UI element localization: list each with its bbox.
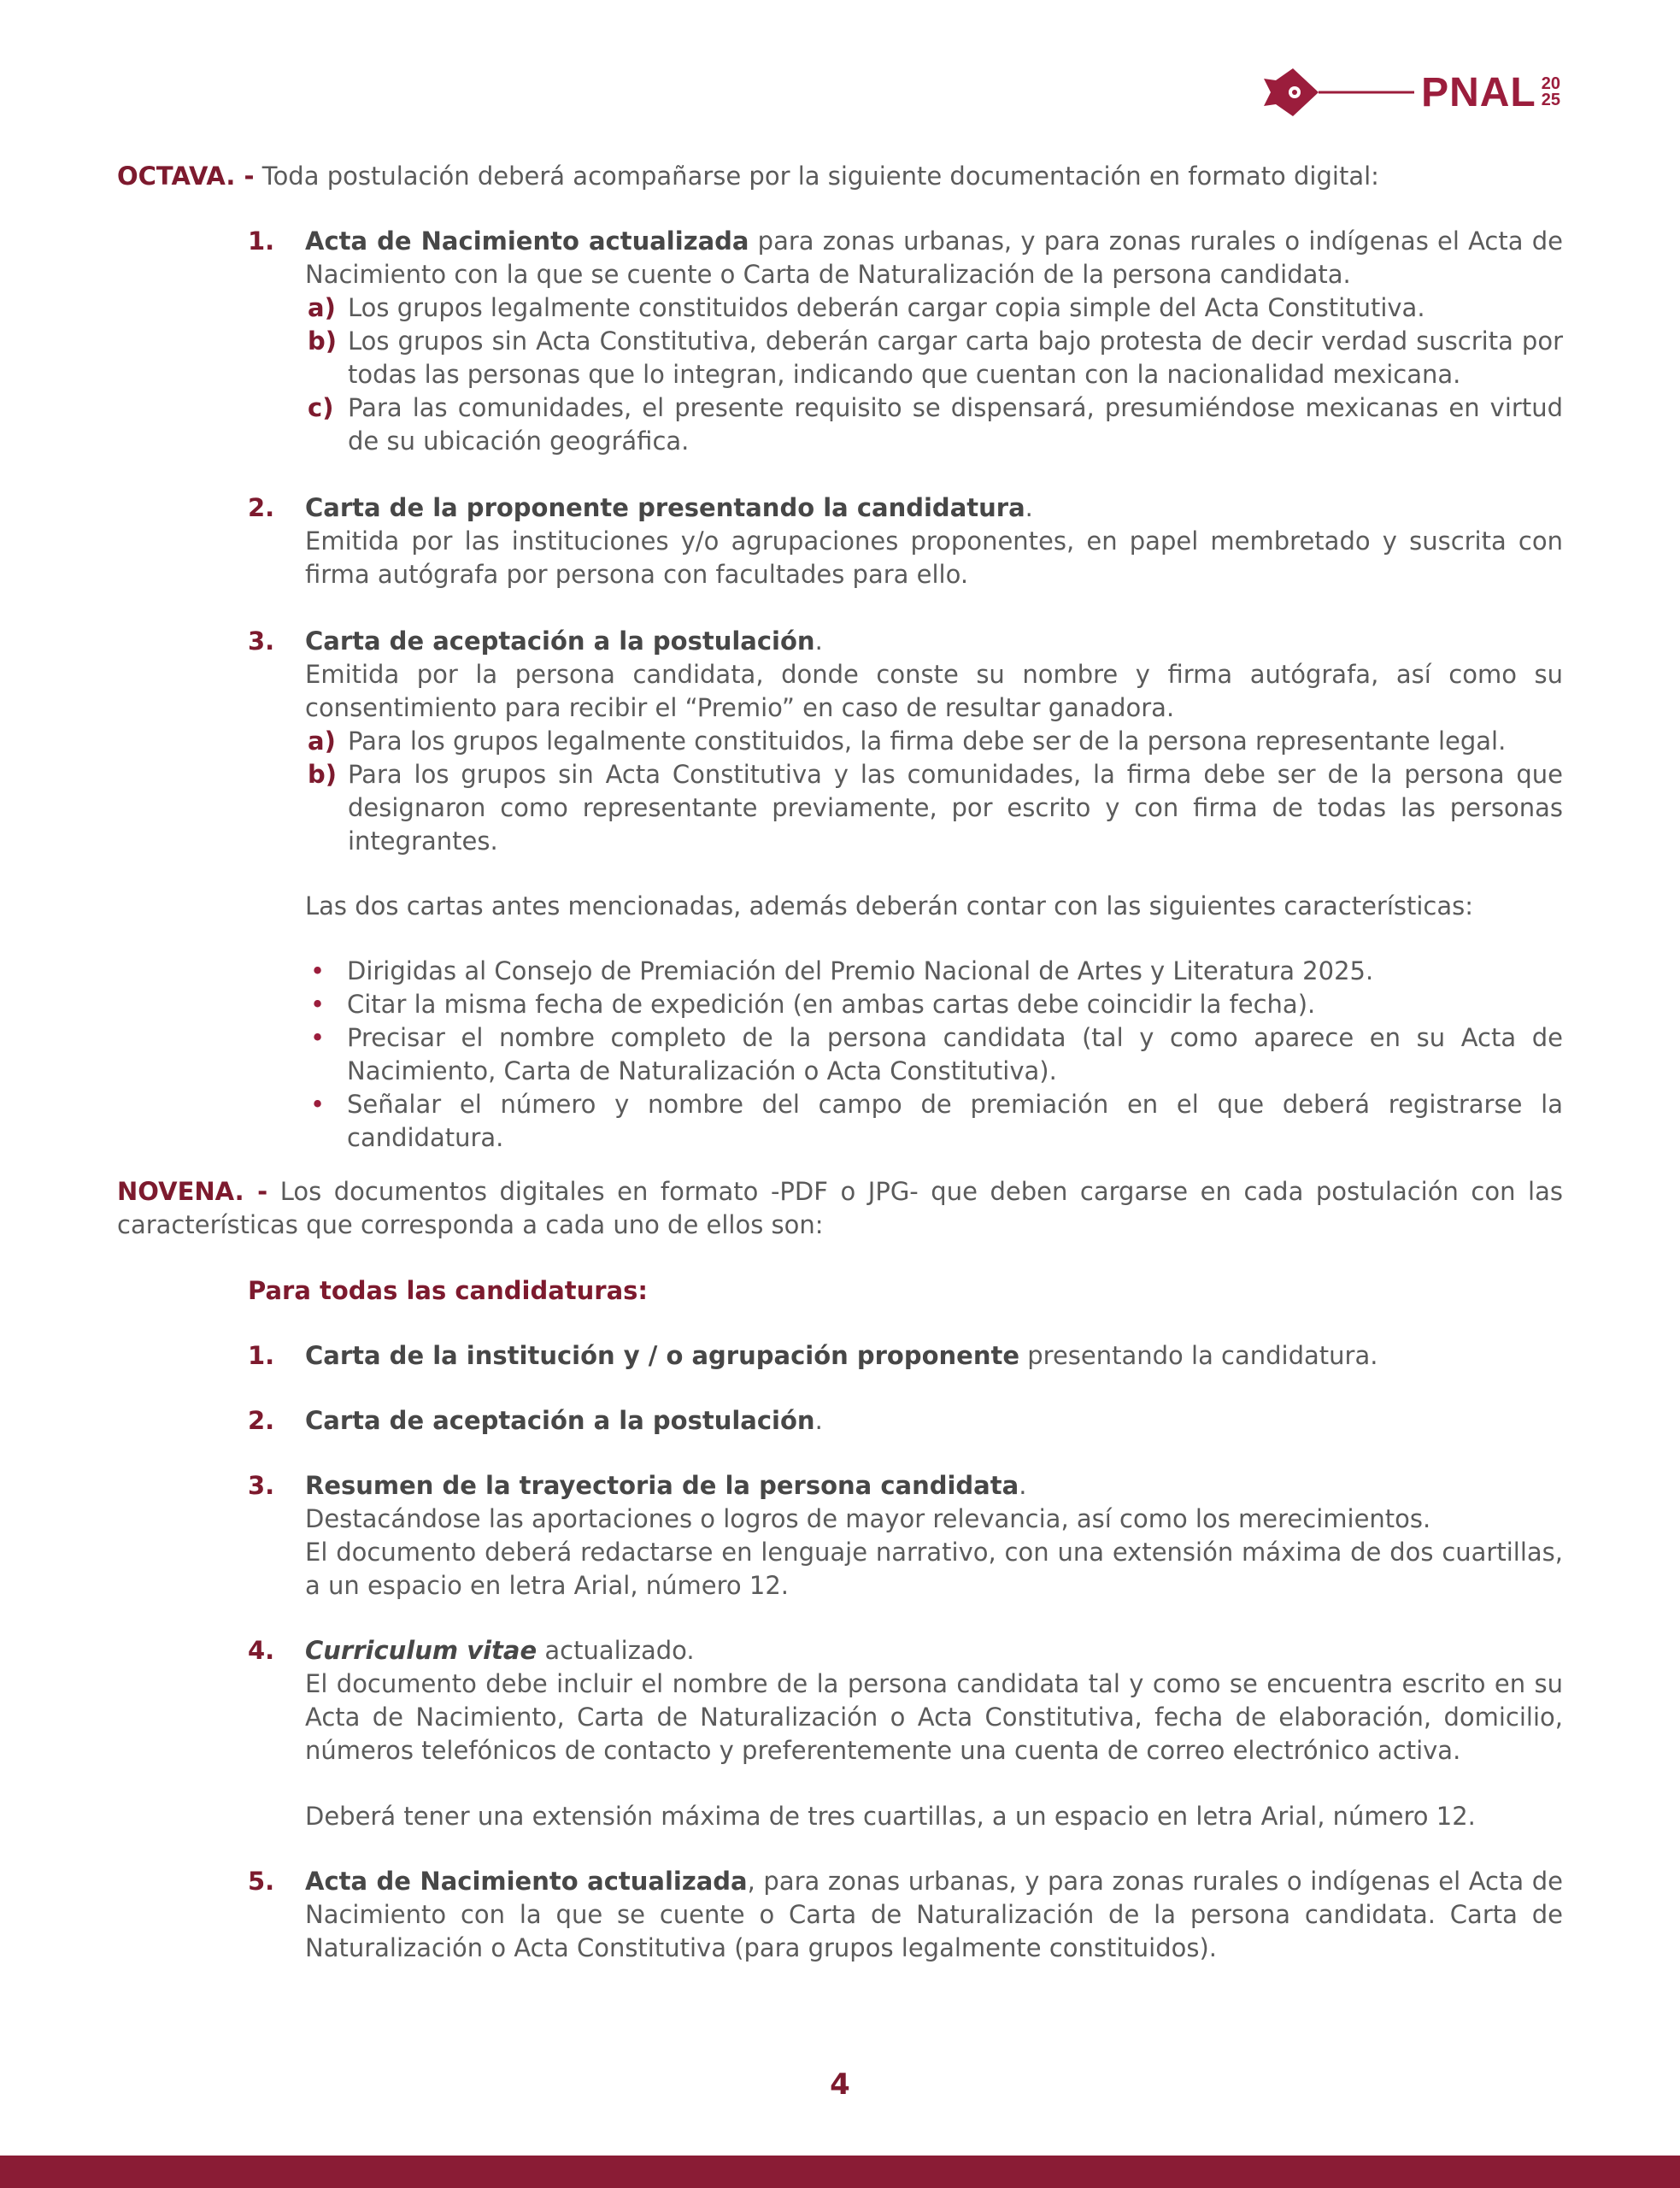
list-item: 3. Carta de aceptación a la postulación. Emitida por la persona candidata, donde conste su nombre y firma autógrafa, así como su consentimiento para recibir el “Premio” en caso de resultar ganadora. a) Para los grupos legalmente constituidos, la firma debe ser de la persona representante legal. b) Para los grupos sin Acta Constitutiva y las comunidades, la firma debe ser de la persona que designaron como representante previamente, por escrito y con firma de todas las personas integrantes.: [117, 625, 1563, 858]
document-body: [117, 160, 1563, 1965]
bullet-item: • Dirigidas al Consejo de Premiación del Premio Nacional de Artes y Literatura 2025.: [310, 956, 1374, 985]
list-item: 1. Acta de Nacimiento actualizada para zonas urbanas, y para zonas rurales o indígenas el Acta de Nacimiento con la que se cuente o Carta de Naturalización de la persona candidata. a) Los grupos legalmente constituidos deberán cargar copia simple del Acta Constitutiva. b) Los grupos sin Acta Constitutiva, deberán cargar carta bajo protesta de decir verdad suscrita por todas las personas que lo integran, indicando que cuentan con la nacionalidad mexicana. c) Para las comunidades, el presente requisito se dispensará, presumiéndose mexicanas en virtud de su ubicación geográfica.: [117, 225, 1563, 458]
logo-year: 20 25: [1541, 74, 1560, 109]
octava-clause: OCTAVA. - Toda postulación deberá acompañarse por la siguiente documentación en formato digital:: [117, 162, 1379, 191]
pen-nib-icon: [1262, 67, 1416, 118]
sub-item: c) Para las comunidades, el presente requisito se dispensará, presumiéndose mexicanas en virtud de su ubicación geográfica.: [308, 393, 1563, 456]
section-subheading: Para todas las candidaturas:: [248, 1276, 649, 1305]
bullet-item: • Precisar el nombre completo de la persona candidata (tal y como aparece en su Acta de Nacimiento, Carta de Naturalización o Acta Constitutiva).: [310, 1023, 1563, 1085]
octava-list: [117, 225, 1563, 858]
page-number: 4: [830, 2067, 850, 2102]
sub-item: a) Los grupos legalmente constituidos deberán cargar copia simple del Acta Constitutiva.: [308, 293, 1425, 322]
pnal-logo: [1262, 67, 1560, 118]
bullet-item: • Señalar el número y nombre del campo de premiación en el que deberá registrarse la candidatura.: [310, 1090, 1563, 1152]
bullet-item: • Citar la misma fecha de expedición (en ambas cartas debe coincidir la fecha).: [310, 990, 1316, 1019]
cartas-intro: Las dos cartas antes mencionadas, además deberán contar con las siguientes características:: [305, 891, 1474, 920]
sub-item: b) Los grupos sin Acta Constitutiva, deberán cargar carta bajo protesta de decir verdad suscrita por todas las personas que lo integran, indicando que cuentan con la nacionalidad mexicana.: [308, 326, 1563, 389]
sub-item: b) Para los grupos sin Acta Constitutiva y las comunidades, la firma debe ser de la persona que designaron como representante previamente, por escrito y con firma de todas las personas integrantes.: [308, 760, 1563, 856]
list-item: 5. Acta de Nacimiento actualizada, para zonas urbanas, y para zonas rurales o indígenas el Acta de Nacimiento con la que se cuente o Carta de Naturalización de la persona candidata. Carta de Naturalización o Acta Constitutiva (para grupos legalmente constituidos).: [248, 1867, 1563, 1962]
logo-text: PNAL: [1421, 69, 1536, 115]
list-item: 2. Carta de la proponente presentando la candidatura. Emitida por las instituciones y/o agrupaciones proponentes, en papel membretado y suscrita con firma autógrafa por persona con facultades para ello.: [248, 493, 1563, 589]
bullet-list: [117, 955, 1563, 1155]
list-item: 4. Curriculum vitae actualizado. El documento debe incluir el nombre de la persona candidata tal y como se encuentra escrito en su Acta de Nacimiento, Carta de Naturalización o Acta Constitutiva, fecha de elaboración, domicilio, números telefónicos de contacto y preferentemente una cuenta de correo electrónico activa. Deberá tener una extensión máxima de tres cuartillas, a un espacio en letra Arial, número 12.: [248, 1636, 1563, 1831]
list-item: 1. Carta de la institución y / o agrupación proponente presentando la candidatura.: [248, 1341, 1378, 1370]
novena-list: [117, 1339, 1563, 1965]
novena-clause: NOVENA. - Los documentos digitales en formato -PDF o JPG- que deben cargarse en cada postulación con las características que corresponda a cada uno de ellos son:: [117, 1177, 1563, 1239]
sub-item: a) Para los grupos legalmente constituidos, la firma debe ser de la persona representante legal.: [308, 726, 1507, 756]
list-item: 3. Resumen de la trayectoria de la persona candidata. Destacándose las aportaciones o logros de mayor relevancia, así como los merecimientos. El documento deberá redactarse en lenguaje narrativo, con una extensión máxima de dos cuartillas, a un espacio en letra Arial, número 12.: [248, 1471, 1563, 1600]
footer-bar: [0, 2156, 1680, 2188]
list-item: 2. Carta de aceptación a la postulación.: [248, 1406, 823, 1435]
